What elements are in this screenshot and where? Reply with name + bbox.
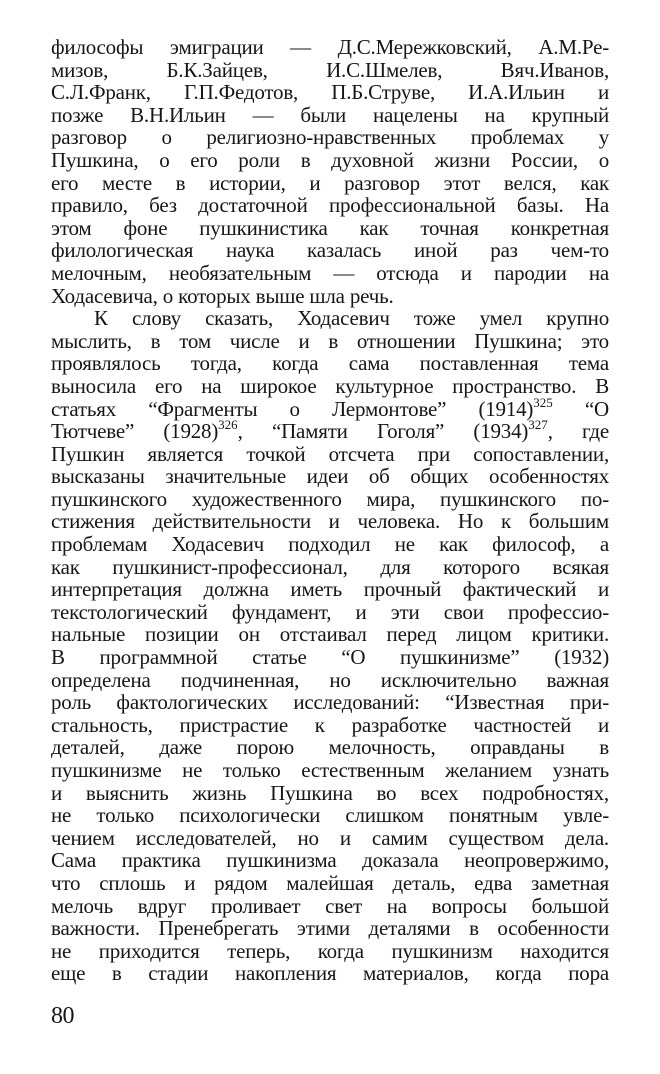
text-line: стижения действительности и человека. Но к большим (51, 509, 609, 534)
text-line-with-footnote (51, 417, 609, 444)
text-segment: , “Памяти Гоголя” (1934) (237, 419, 529, 444)
text-line: Пушкин является точкой отсчета при сопоставлении, (51, 441, 609, 466)
paragraph-2 (51, 307, 609, 985)
paragraph-1 (51, 36, 609, 307)
text-line: роль фактологических исследований: “Известная при- (51, 690, 609, 715)
text-line: деталей, даже порою мелочность, оправданы в (51, 735, 609, 760)
text-line: разговор о религиозно-нравственных проблемах у (51, 125, 609, 150)
text-line: выносила его на широкое культурное пространство. В (51, 373, 609, 398)
text-line: не приходится теперь, когда пушкинизм находится (51, 938, 609, 963)
text-line: К слову сказать, Ходасевич тоже умел крупно (94, 306, 609, 331)
text-line: интерпретация должна иметь прочный фактический и (51, 577, 609, 602)
text-line: позже В.Н.Ильин — были нацелены на крупный (51, 102, 609, 127)
text-line: что сплошь и рядом малейшая деталь, едва заметная (51, 870, 609, 895)
text-line: С.Л.Франк, Г.П.Федотов, П.Б.Струве, И.А.Ильин и (51, 80, 609, 105)
text-line: стальность, пристрастие к разработке частностей и (51, 712, 609, 737)
text-segment: статьях “Фрагменты о Лермонтове” (1914) (51, 396, 534, 421)
footnote-ref: 327 (528, 417, 548, 433)
page-number: 80 (51, 1003, 74, 1029)
text-line: определена подчиненная, но исключительно важная (51, 667, 609, 692)
text-line: пушкинизме не только естественным желанием узнать (51, 758, 609, 782)
text-line: нальные позиции он отстаивал перед лицом критики. (51, 622, 609, 647)
text-line: пушкинского художественного мира, пушкинского по- (51, 486, 609, 511)
text-line: Ходасевича, о которых выше шла речь. (51, 283, 394, 308)
text-line: текстологический фундамент, и эти свои профессио- (51, 599, 609, 624)
text-line: мизов, Б.К.Зайцев, И.С.Шмелев, Вяч.Иванов, (51, 57, 609, 82)
text-line: проявлялось тогда, когда сама поставленная тема (51, 351, 609, 376)
text-line: чением исследователей, но и самим существом дела. (51, 825, 609, 850)
text-line: его месте в истории, и разговор этот велся, как (51, 170, 609, 195)
footnote-ref: 325 (533, 394, 553, 410)
text-line: В программной статье “О пушкинизме” (1932) (51, 645, 609, 670)
text-line: еще в стадии накопления материалов, когда пора (51, 961, 609, 986)
book-page-text (51, 36, 609, 985)
text-line: и выяснить жизнь Пушкина во всех подробностях, (51, 780, 609, 805)
text-line: как пушкинист-профессионал, для которого всякая (51, 554, 609, 579)
text-line: Пушкина, о его роли в духовной жизни России, о (51, 147, 609, 172)
text-line-with-footnote (51, 394, 609, 421)
text-line: Сама практика пушкинизма доказала неопровержимо, (51, 848, 609, 873)
text-line: высказаны значительные идеи об общих особенностях (51, 464, 609, 489)
text-line: мыслить, в том числе и в отношении Пушкина; это (51, 328, 609, 353)
text-segment: , где (547, 419, 609, 444)
footnote-ref: 326 (218, 417, 238, 433)
text-segment: Тютчеве” (1928) (51, 419, 219, 444)
text-line: этом фоне пушкинистика как точная конкретная (51, 215, 609, 240)
text-line: мелочным, необязательным — отсюда и пародии на (51, 260, 609, 285)
text-line: философы эмиграции — Д.С.Мережковский, А.М.Ре- (51, 35, 609, 59)
text-line: филологическая наука казалась иной раз чем-то (51, 238, 609, 263)
text-line: проблемам Ходасевич подходил не как философ, а (51, 532, 609, 557)
text-line: правило, без достаточной профессиональной базы. На (51, 193, 609, 218)
text-line: мелочь вдруг проливает свет на вопросы большой (51, 893, 609, 918)
text-line: важности. Пренебрегать этими деталями в особенности (51, 916, 609, 941)
text-segment: “О (584, 396, 609, 421)
text-line: не только психологически слишком понятным увле- (51, 803, 609, 828)
